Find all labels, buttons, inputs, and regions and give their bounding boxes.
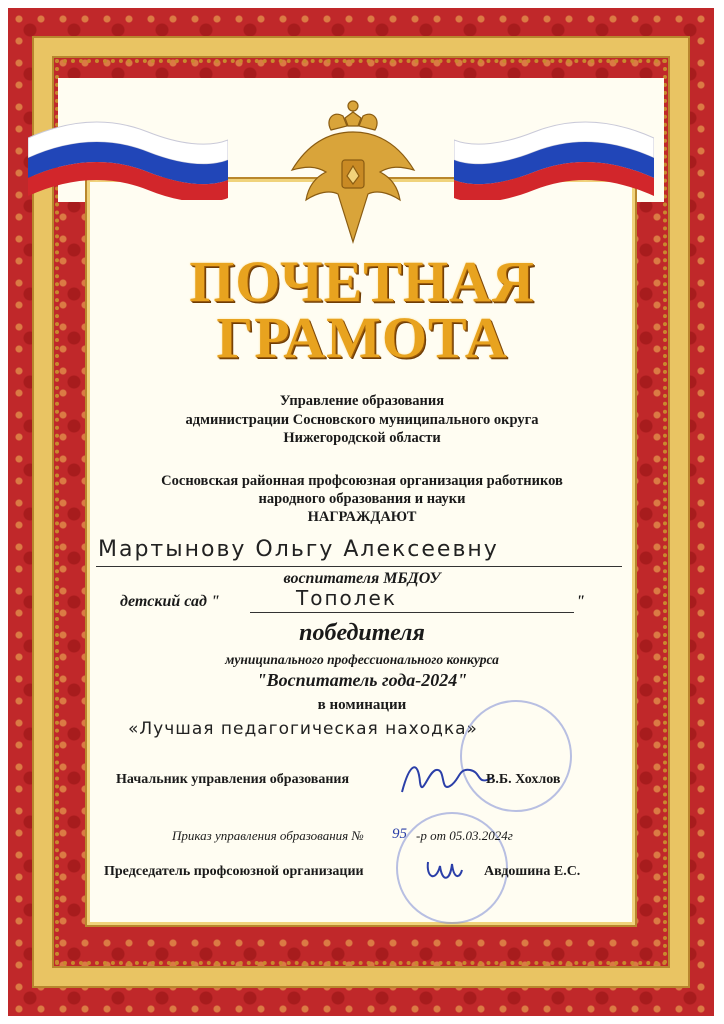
issuer-line-5: народного образования и науки <box>258 491 466 507</box>
nomination-label: в номинации <box>317 697 407 713</box>
issuer-line-1: Управление образования <box>279 393 445 409</box>
title-line-1: ПОЧЕТНАЯ <box>189 249 535 314</box>
double-headed-eagle-emblem-icon <box>286 92 420 252</box>
head-signature <box>396 752 500 808</box>
order-prefix: Приказ управления образования № <box>172 828 364 843</box>
recipient-name-underline <box>96 566 622 567</box>
kindergarten-prefix: детский сад " <box>120 593 220 610</box>
kindergarten-suffix: " <box>576 593 585 610</box>
issuer-line-3: Нижегородской области <box>283 430 441 446</box>
kindergarten-name: Тополек <box>296 586 397 610</box>
chair-name: Авдошина Е.С. <box>484 864 581 879</box>
order-number: 95 <box>392 826 407 842</box>
tricolor-ribbon-right-icon <box>454 110 654 200</box>
contest-name: "Воспитатель года-2024" <box>256 670 468 690</box>
award-status: победителя <box>299 620 425 646</box>
chair-signature <box>422 852 466 888</box>
title-line-2: ГРАМОТА <box>216 305 508 370</box>
issuer-line-2: администрации Сосновского муниципального округа <box>185 412 539 428</box>
issuer-line-4: Сосновская районная профсоюзная организация работников <box>161 473 563 489</box>
head-title: Начальник управления образования <box>116 772 350 787</box>
recipient-position: воспитателя МБДОУ <box>283 570 441 587</box>
chair-title: Председатель профсоюзной организации <box>104 864 364 879</box>
nomination-name: «Лучшая педагогическая находка» <box>128 719 478 739</box>
recipient-name: Мартынову Ольгу Алексеевну <box>98 537 499 562</box>
head-name: В.Б. Хохлов <box>486 772 561 787</box>
order-suffix: -р от 05.03.2024г <box>416 828 513 843</box>
contest-line: муниципального профессионального конкурса <box>225 652 499 667</box>
tricolor-ribbon-left-icon <box>28 110 228 200</box>
award-action: НАГРАЖДАЮТ <box>307 509 417 525</box>
kindergarten-underline <box>250 612 574 613</box>
